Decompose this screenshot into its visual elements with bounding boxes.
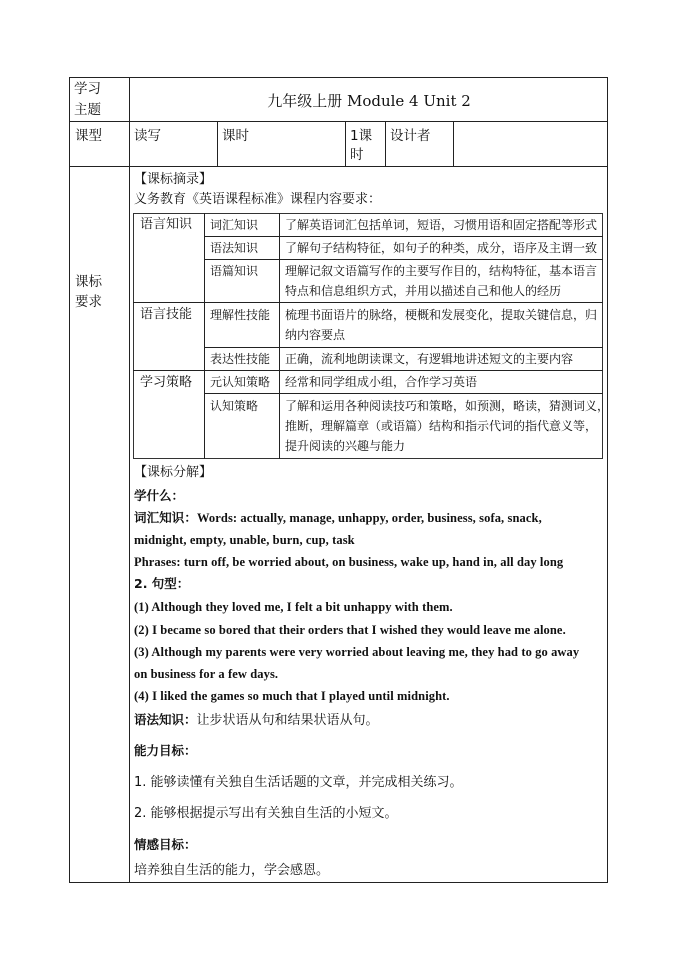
grammar-text: 让步状语从句和结果状语从句。 — [196, 713, 379, 728]
desc-comprehension-line1: 梳理书面语片的脉络，梗概和发展变化，提取关键信息，归 — [285, 308, 598, 322]
desc-cognitive-line2: 推断，理解篇章（或语篇）结构和指示代词的指代意义等， — [285, 419, 598, 433]
row-divider — [133, 302, 603, 303]
desc-metacognitive: 经常和同学组成小组，合作学习英语 — [285, 375, 478, 389]
lesson-title: 九年级上册 Module 4 Unit 2 — [267, 92, 471, 110]
grammar-label: 语法知识： — [134, 712, 197, 727]
ability-goal-1: 1. 能够读懂有关独自生活话题的文章，并完成相关练习。 — [134, 775, 463, 790]
sentence-3-line2: on business for a few days. — [134, 667, 279, 681]
ability-goal-2: 2. 能够根据提示写出有关独自生活的小短文。 — [134, 806, 398, 821]
item-metacognitive: 元认知策略 — [210, 375, 271, 389]
topic-label-line2: 主题 — [74, 102, 101, 118]
item-vocabulary: 词汇知识 — [210, 218, 259, 232]
sentence-4: (4) I liked the games so much that I played until midnight. — [134, 689, 450, 703]
desc-discourse-line2: 特点和信息组织方式，并用以描述自己和他人的经历 — [285, 284, 562, 298]
emotion-heading: 情感目标： — [134, 837, 197, 852]
item-cognitive: 认知策略 — [210, 399, 259, 413]
desc-grammar: 了解句子结构特征，如句子的种类，成分，语序及主谓一致 — [285, 241, 598, 255]
category-learning-strategies: 学习策略 — [140, 375, 193, 390]
row-divider — [204, 393, 603, 394]
column-divider — [345, 121, 346, 166]
sentence-2: (2) I became so bored that their orders that I wished they would leave me alone. — [134, 623, 566, 637]
desc-cognitive-line3: 提升阅读的兴趣与能力 — [285, 439, 406, 453]
lesson-type-label: 课型 — [75, 128, 102, 144]
emotion-goal: 培养独自生活的能力，学会感恩。 — [134, 863, 330, 878]
row-divider — [69, 121, 608, 122]
row-divider — [204, 259, 603, 260]
row-divider — [204, 236, 603, 237]
column-divider — [129, 77, 130, 883]
hours-value-line1: 1课 — [350, 128, 373, 144]
designer-label: 设计者 — [390, 128, 431, 144]
column-divider — [385, 121, 386, 166]
standards-intro: 义务教育《英语课程标准》课程内容要求： — [134, 192, 382, 207]
column-divider — [217, 121, 218, 166]
column-divider — [279, 213, 280, 459]
lesson-type-value: 读写 — [134, 128, 161, 144]
row-divider — [133, 370, 603, 371]
category-language-skills: 语言技能 — [140, 307, 193, 322]
grammar-knowledge — [134, 711, 379, 730]
column-divider — [453, 121, 454, 166]
sentence-1: (1) Although they loved me, I felt a bit unhappy with them. — [134, 600, 453, 614]
desc-cognitive-line1: 了解和运用各种阅读技巧和策略，如预测，略读，猜测词义， — [285, 399, 610, 413]
item-expression-skill: 表达性技能 — [210, 352, 271, 366]
column-divider — [204, 213, 205, 459]
standards-label-line1: 课标 — [75, 274, 102, 290]
what-to-learn: 学什么： — [134, 488, 185, 503]
vocab-line2: midnight, empty, unable, burn, cup, task — [134, 533, 355, 547]
sentence-heading: 2. 句型： — [134, 576, 190, 591]
ability-heading: 能力目标： — [134, 743, 197, 758]
row-divider — [69, 166, 608, 167]
breakdown-heading: 【课标分解】 — [134, 465, 213, 480]
topic-label-line1: 学习 — [74, 81, 101, 97]
category-language-knowledge: 语言知识 — [140, 217, 193, 232]
hours-label: 课时 — [222, 128, 249, 144]
hours-value-line2: 时 — [350, 147, 364, 163]
desc-comprehension-line2: 纳内容要点 — [285, 328, 346, 342]
item-discourse: 语篇知识 — [210, 264, 259, 278]
sentence-3-line1: (3) Although my parents were very worried about leaving me, they had to go away — [134, 645, 580, 659]
item-grammar: 语法知识 — [210, 241, 259, 255]
row-divider — [204, 347, 603, 348]
item-comprehension-skill: 理解性技能 — [210, 308, 271, 322]
excerpt-heading: 【课标摘录】 — [134, 172, 213, 187]
desc-vocabulary: 了解英语词汇包括单词，短语，习惯用语和固定搭配等形式 — [285, 218, 598, 232]
standards-label-line2: 要求 — [75, 294, 102, 310]
vocab-line1: 词汇知识：Words: actually, manage, unhappy, order, business, sofa, snack, — [134, 511, 542, 525]
phrases-line: Phrases: turn off, be worried about, on business, wake up, hand in, all day long — [134, 555, 564, 569]
desc-discourse-line1: 理解记叙文语篇写作的主要写作目的，结构特征，基本语言 — [285, 264, 598, 278]
desc-expression: 正确，流利地朗读课文，有逻辑地讲述短文的主要内容 — [285, 352, 574, 366]
